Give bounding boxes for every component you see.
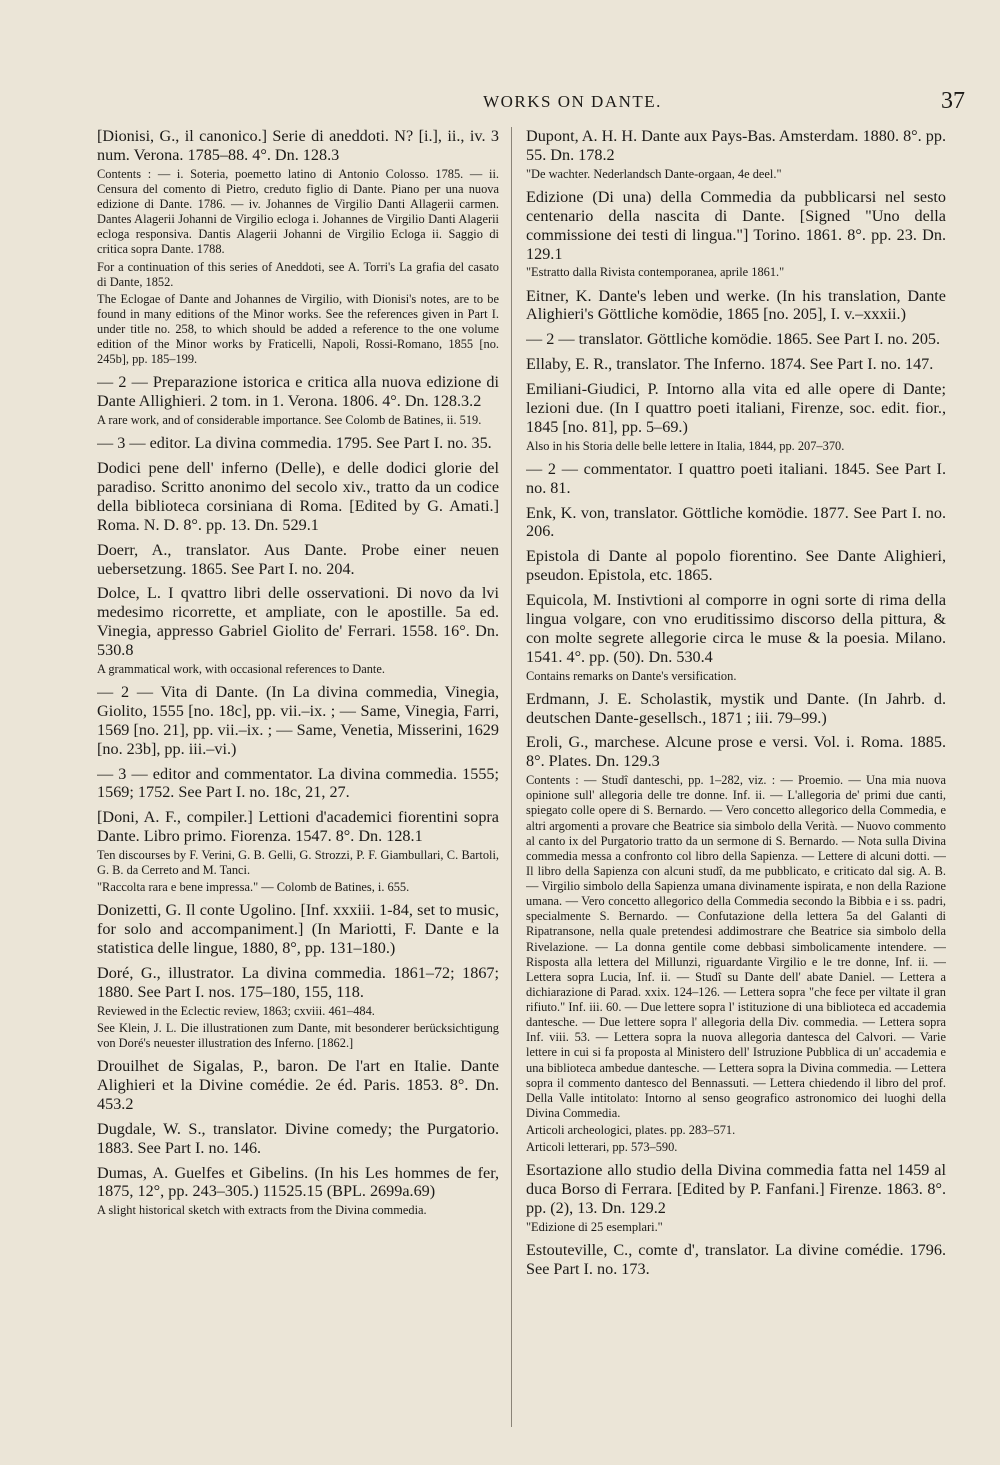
entry-text: Emiliani-Giudici, P. Intorno alla vita ed alle opere di Dante; lezioni due. (In I quattro poeti italiani, Firenze, soc. edit. fior., 1845 [no. 81], pp. 5–69.) xyxy=(526,380,946,436)
entry-text: Dupont, A. H. H. Dante aux Pays-Bas. Amsterdam. 1880. 8°. pp. 55. Dn. 178.2 xyxy=(526,127,946,164)
entry-text: — 2 — commentator. I quattro poeti italiani. 1845. See Part I. no. 81. xyxy=(526,459,946,497)
entry-text: — 2 — Preparazione istorica e critica alla nuova edizione di Dante Allighieri. 2 tom. in 1. Verona. 1806. 4°. Dn. 128.3.2 xyxy=(97,373,499,411)
entry-text: — 2 — Vita di Dante. (In La divina commedia, Vinegia, Giolito, 1555 [no. 18c], pp. vii.–ix. ; — Same, Vinegia, Farri, 1569 [no. 21], pp. vii.–ix. ; — Same, Venetia, Misserini, 1629 [no. 23b], pp. iii.–vi.) xyxy=(97,683,499,758)
entry-text: — 2 — translator. Göttliche komödie. 1865. See Part I. no. 205. xyxy=(526,330,941,349)
bibliography-entry xyxy=(526,1241,946,1279)
entry-text: Doerr, A., translator. Aus Dante. Probe einer neuen uebersetzung. 1865. See Part I. no. 204. xyxy=(97,540,499,578)
entry-note: The Eclogae of Dante and Johannes de Virgilio, with Dionisi's notes, are to be found in many editions of the Minor works. See the references given in Part I. under title no. 258, to which should be added a reference to the one volume edition of the Minor works by Fraticelli, Napoli, Rossi-Romano, 1855 [no. 245b], pp. 185–199. xyxy=(97,291,499,367)
entry-text: — 3 — editor and commentator. La divina commedia. 1555; 1569; 1752. See Part I. no. 18c, 21, 27. xyxy=(97,764,499,802)
entry-text: Epistola di Dante al popolo fiorentino. See Dante Alighieri, pseudon. Epistola, etc. 1865. xyxy=(526,547,946,585)
bibliography-entry xyxy=(526,355,946,374)
entry-note: Contents : — i. Soteria, poemetto latino di Antonio Colosso. 1785. — ii. Censura del comento di Pietro, creduto figlio di Dante. Piano per una nuova edizione di Dante. 1786. — iv. Johannes de Virgilio Danti Allagerii carmen. Dantes Alagerii Johanni de Virgilio ecloga i. Johannes de Virgilio Danti Alagerii ecloga responsiva. Dantis Alagerii Johanni de Virgilio Ecloga ii. Saggio di critica sopra Dante. 1788. xyxy=(97,166,499,257)
entry-note: "De wachter. Nederlandsch Dante-orgaan, 4e deel." xyxy=(526,166,782,181)
bibliography-entry xyxy=(526,690,946,728)
bibliography-entry xyxy=(526,591,946,684)
entry-note: "Estratto dalla Rivista contemporanea, aprile 1861." xyxy=(526,265,785,280)
entry-text: Esortazione allo studio della Divina commedia fatta nel 1459 al duca Borso di Ferrara. [Edited by P. Fanfani.] Firenze. 1863. 8°. pp. (2), 13. Dn. 129.2 xyxy=(526,1161,946,1217)
bibliography-entry xyxy=(97,1164,499,1219)
entry-note: Contains remarks on Dante's versification. xyxy=(526,668,737,683)
bibliography-entry xyxy=(97,683,499,759)
entry-note: Also in his Storia delle belle lettere in Italia, 1844, pp. 207–370. xyxy=(526,438,845,453)
entry-text: Enk, K. von, translator. Göttliche komödie. 1877. See Part I. no. 206. xyxy=(526,503,946,541)
bibliography-entry xyxy=(526,733,946,1155)
entry-note: See Klein, J. L. Die illustrationen zum Dante, mit besonderer berücksichtigung von Doré's neuester illustration des Inferno. [1862.] xyxy=(97,1020,499,1050)
entry-note: "Raccolta rara e bene impressa." — Colomb de Batines, i. 655. xyxy=(97,880,410,895)
bibliography-entry xyxy=(526,547,946,585)
bibliography-entry xyxy=(97,459,499,535)
entry-text: Dumas, A. Guelfes et Gibelins. (In his Les hommes de fer, 1875, 12°, pp. 243–305.) 11525.15 (BPL. 2699a.69) xyxy=(97,1163,499,1201)
bibliography-entry xyxy=(97,373,499,428)
bibliography-entry xyxy=(97,765,499,803)
bibliography-entry xyxy=(97,808,499,895)
bibliography-entry xyxy=(526,504,946,542)
bibliography-entry xyxy=(97,584,499,677)
entry-note: Ten discourses by F. Verini, G. B. Gelli, G. Strozzi, P. F. Giambullari, C. Bartoli, G. B. da Cerreto and M. Tanci. xyxy=(97,848,499,878)
bibliography-entry xyxy=(97,1057,499,1114)
entry-note: Articoli letterari, pp. 573–590. xyxy=(526,1140,678,1155)
entry-text: Erdmann, J. E. Scholastik, mystik und Dante. (In Jahrb. d. deutschen Dante-gesellsch., 1871 ; iii. 79–99.) xyxy=(526,689,946,727)
entry-text: [Doni, A. F., compiler.] Lettioni d'academici fiorentini sopra Dante. Libro primo. Fiorenza. 1547. 8°. Dn. 128.1 xyxy=(97,808,499,846)
entry-note: A slight historical sketch with extracts from the Divina commedia. xyxy=(97,1203,427,1218)
entry-text: Edizione (Di una) della Commedia da pubblicarsi nel sesto centenario della nascita di Dante. [Signed "Uno della commissione dei testi di lingua."] Torino. 1861. 8°. pp. 23. Dn. 129.1 xyxy=(526,187,946,263)
entry-text: [Dionisi, G., il canonico.] Serie di aneddoti. N? [i.], ii., iv. 3 num. Verona. 1785–88. 4°. Dn. 128.3 xyxy=(97,127,499,164)
column-divider xyxy=(511,127,512,1427)
entry-text: Equicola, M. Instivtioni al comporre in ogni sorte di rima della lingua volgare, con vno eruditissimo discorso della pittura, & con molte segrete allegorie circa le muse & la poesia. Milano. 1541. 4°. pp. (50). Dn. 530.4 xyxy=(526,591,946,666)
bibliography-entry xyxy=(526,287,946,325)
bibliography-entry xyxy=(526,188,946,281)
entry-note: A rare work, and of considerable importance. See Colomb de Batines, ii. 519. xyxy=(97,413,482,428)
entry-text: — 3 — editor. La divina commedia. 1795. See Part I. no. 35. xyxy=(97,434,492,453)
bibliography-entry xyxy=(97,434,499,453)
left-column xyxy=(97,127,499,1452)
page-header xyxy=(90,88,965,122)
bibliography-entry xyxy=(97,964,499,1051)
entry-text: Eroli, G., marchese. Alcune prose e versi. Vol. i. Roma. 1885. 8°. Plates. Dn. 129.3 xyxy=(526,733,946,771)
bibliography-entry xyxy=(97,901,499,958)
entry-note: Articoli archeologici, plates. pp. 283–571. xyxy=(526,1123,736,1137)
bibliography-entry xyxy=(526,1161,946,1235)
entry-text: Dugdale, W. S., translator. Divine comedy; the Purgatorio. 1883. See Part I. no. 146. xyxy=(97,1119,499,1157)
bibliography-entry xyxy=(97,127,499,367)
bibliography-entry xyxy=(526,127,946,182)
entry-text: Estouteville, C., comte d', translator. La divine comédie. 1796. See Part I. no. 173. xyxy=(526,1241,946,1278)
bibliography-entry xyxy=(97,541,499,579)
entry-text: Doré, G., illustrator. La divina commedia. 1861–72; 1867; 1880. See Part I. nos. 175–180, 155, 118. xyxy=(97,964,499,1001)
entry-text: Dolce, L. I qvattro libri delle osservationi. Di novo da lvi medesimo ricorrette, et ampliate, con le apostille. 5a ed. Vinegia, appresso Gabriel Giolito de' Ferrari. 1558. 16°. Dn. 530.8 xyxy=(97,584,499,659)
entry-text: Drouilhet de Sigalas, P., baron. De l'art en Italie. Dante Alighieri et la Divine comédie. 2e éd. Paris. 1853. 8°. Dn. 453.2 xyxy=(97,1057,499,1113)
entry-note: "Edizione di 25 esemplari." xyxy=(526,1219,663,1234)
entry-text: Ellaby, E. R., translator. The Inferno. 1874. See Part I. no. 147. xyxy=(526,355,934,374)
entry-note: A grammatical work, with occasional references to Dante. xyxy=(97,661,385,676)
bibliography-entry xyxy=(526,380,946,454)
entry-note: Contents : — Studî danteschi, pp. 1–282, viz. : — Proemio. — Una mia nuova opinione sull' allegoria delle tre donne. Inf. ii. — L'allegoria de' primi due canti, spiegato colle opere di S. Bernardo. — Vero concetto allegorico della Commedia, e altri argomenti a provare che Beatrice sia simbolo della Verità. — Nuovo commento al canto ix del Purgatorio tratto da un sermone di S. Bernardo. — Nota sulla Divina commedia messa a confronto col libro della Sapienza. — Lettere di alcuni dotti. — Il libro della Sapienza con alcuni studî, da me pubblicato, e criticato dal sig. A. B. — Virgilio simbolo della Sapienza umana divinamente ispirata, e non della Razione umana. — Vero concetto allegorico della Commedia secondo la Bibbia e i ss. padri, specialmente S. Bernardo. — Confutazione della lettera 5a del Galanti di Ripatransone, nella quale pretendesi addimostrare che Beatrice sia simbolo della Rivelazione. — La donna gentile come debbasi simbolicamente intendere. — Risposta alla lettera del Millunzi, riguardante Virgilio e le tre donne, Inf. ii. — Lettera sopra Lucia, Inf. ii. — Studî su Dante dell' abate Daniel. — Lettera a dichiarazione di Parad. xxix. 124–126. — Lettera sopra "che fece per viltate il gran rifiuto." Inf. iii. 60. — Due lettere sopra l' istituzione di una biblioteca ed accademia dantesche. — Due lettere sopra l' allegoria della Div. commedia. — Lettera sopra Inf. viii. 53. — Lettera sopra la nuova allegoria dantesca del Calvori. — Varie lettere in cui si fa proposta al Ministero dell' Istruzione Pubblica di un' accademia e una biblioteca ambedue dantesche. — Lettera sopra la Divina commedia. — Lettera sopra il commento dantesco del Bennassuti. — Lettera chiedendo il libro del prof. Della Valle intitolato: Intorno al senso geografico astronomico dei luoghi della Divina Commedia. xyxy=(526,773,946,1120)
bibliography-entry xyxy=(97,1120,499,1158)
entry-text: Dodici pene dell' inferno (Delle), e delle dodici glorie del paradiso. Scritto anonimo del secolo xiv., tratto da un codice della biblioteca corsiniana di Roma. [Edited by G. Amati.] Roma. N. D. 8°. pp. 13. Dn. 529.1 xyxy=(97,459,499,534)
entry-text: Donizetti, G. Il conte Ugolino. [Inf. xxxiii. 1-84, set to music, for solo and accompaniment.] (In Mariotti, F. Dante e la statistica delle lingue, 1880, 8°, pp. 131–180.) xyxy=(97,901,499,958)
entry-note: Reviewed in the Eclectic review, 1863; cxviii. 461–484. xyxy=(97,1003,375,1018)
page-number: 37 xyxy=(941,88,965,114)
entry-note: For a continuation of this series of Aneddoti, see A. Torri's La grafia del casato di Dante, 1852. xyxy=(97,259,499,289)
right-column xyxy=(526,127,946,1452)
running-head: WORKS ON DANTE. xyxy=(483,92,662,111)
bibliography-entry xyxy=(526,460,946,498)
entry-text: Eitner, K. Dante's leben und werke. (In his translation, Dante Alighieri's Göttliche komödie, 1865 [no. 205], I. v.–xxxii.) xyxy=(526,286,946,324)
bibliography-entry xyxy=(526,330,946,349)
